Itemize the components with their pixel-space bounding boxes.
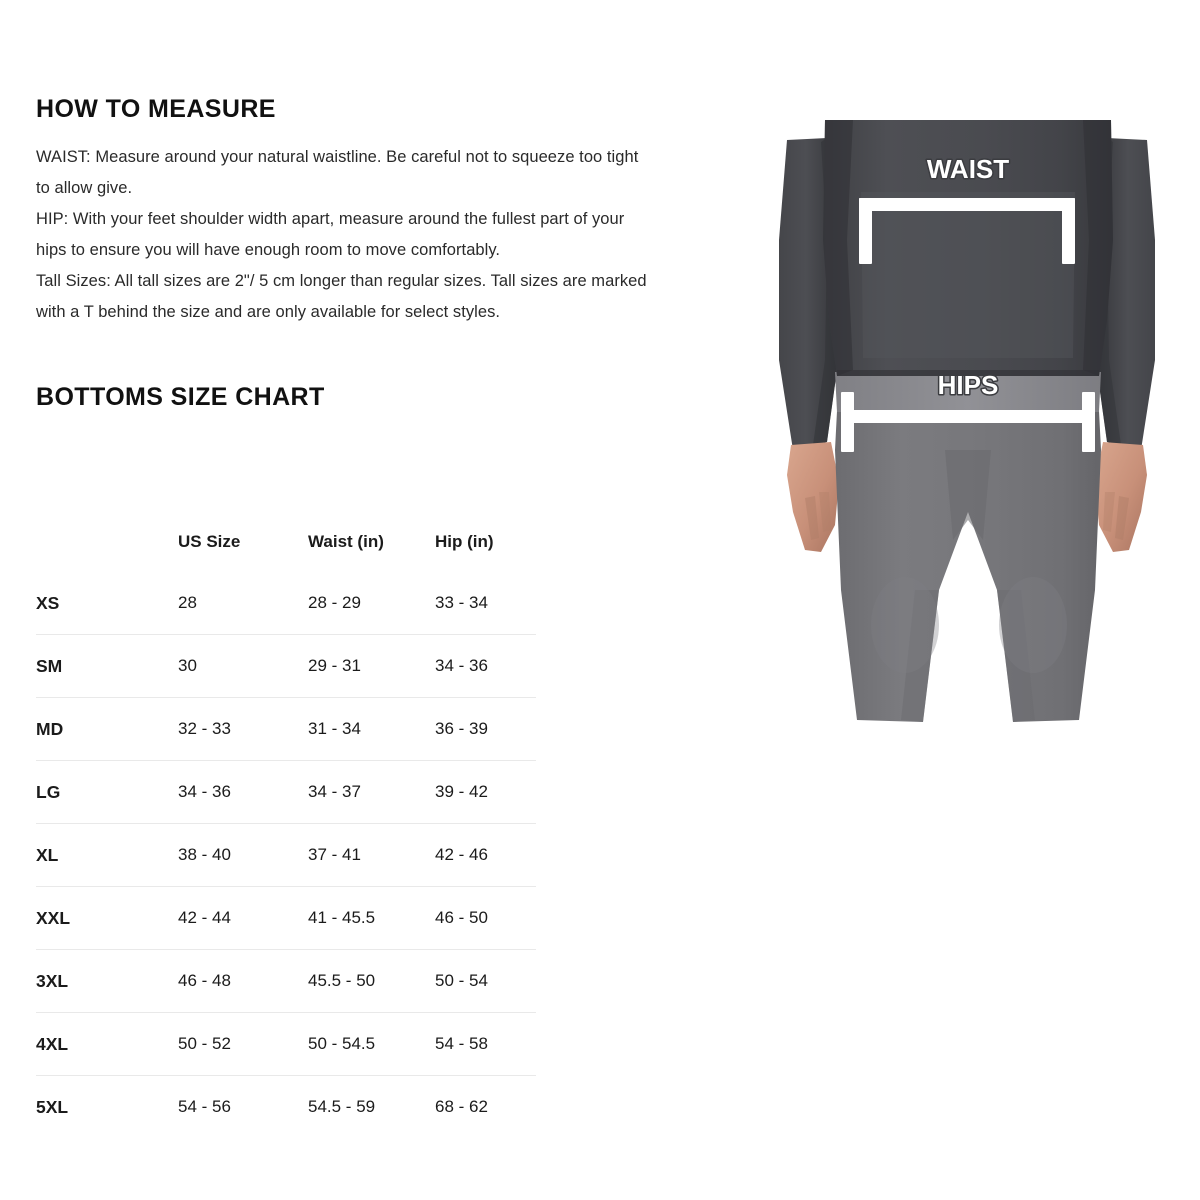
measure-paragraph-tall: Tall Sizes: All tall sizes are 2"/ 5 cm longer than regular sizes. Tall sizes are marked with a T behind the size and are only available for select styles. <box>36 271 647 321</box>
row-hip: 39 - 42 <box>435 761 536 824</box>
row-hip: 33 - 34 <box>435 593 488 612</box>
row-size-label: 5XL <box>36 1076 178 1139</box>
how-to-measure-heading: HOW TO MEASURE <box>36 95 276 123</box>
waist-label: WAIST <box>926 154 1010 184</box>
table-row <box>36 950 536 1013</box>
row-size-label: LG <box>36 761 178 824</box>
column-header-waist: Waist (in) <box>308 532 384 551</box>
table-header-row <box>36 516 536 572</box>
row-us-size: 46 - 48 <box>178 950 308 1013</box>
row-hip: 36 - 39 <box>435 698 536 761</box>
table-row <box>36 698 536 761</box>
row-us-size: 32 - 33 <box>178 698 308 761</box>
row-waist: 41 - 45.5 <box>308 887 435 950</box>
how-to-measure-section <box>36 96 656 411</box>
table-row <box>36 761 536 824</box>
measurement-illustration <box>735 120 1200 760</box>
table-row <box>36 572 536 635</box>
table-row <box>36 635 536 698</box>
table-row <box>36 887 536 950</box>
measure-paragraph-hip: HIP: With your feet shoulder width apart, measure around the fullest part of your hips to ensure you will have enough room to move comfortably. <box>36 209 625 259</box>
row-waist: 34 - 37 <box>308 761 435 824</box>
measure-paragraph-waist: WAIST: Measure around your natural waistline. Be careful not to squeeze too tight to allow give. <box>36 147 639 197</box>
row-hip: 50 - 54 <box>435 950 536 1013</box>
row-waist: 31 - 34 <box>308 698 435 761</box>
column-header-hip: Hip (in) <box>435 532 494 551</box>
row-hip: 46 - 50 <box>435 887 536 950</box>
bottoms-size-chart-heading: BOTTOMS SIZE CHART <box>36 382 325 411</box>
column-header-us-size: US Size <box>178 532 241 551</box>
row-hip: 68 - 62 <box>435 1076 536 1139</box>
row-us-size: 38 - 40 <box>178 824 308 887</box>
row-hip: 34 - 36 <box>435 635 536 698</box>
row-us-size: 54 - 56 <box>178 1076 308 1139</box>
row-us-size: 28 <box>178 593 197 612</box>
row-size-label: XL <box>36 824 178 887</box>
row-waist: 54.5 - 59 <box>308 1076 435 1139</box>
row-waist: 37 - 41 <box>308 824 435 887</box>
row-size-label: MD <box>36 698 178 761</box>
column-header-size <box>36 516 178 572</box>
row-waist: 50 - 54.5 <box>308 1013 435 1076</box>
row-hip: 54 - 58 <box>435 1013 536 1076</box>
row-hip: 42 - 46 <box>435 824 536 887</box>
row-waist: 45.5 - 50 <box>308 950 435 1013</box>
row-us-size: 30 <box>178 635 308 698</box>
row-size-label: 4XL <box>36 1013 178 1076</box>
table-row <box>36 1076 536 1139</box>
row-size-label: XS <box>36 592 60 613</box>
row-us-size: 34 - 36 <box>178 761 308 824</box>
table-row <box>36 1013 536 1076</box>
row-waist: 29 - 31 <box>308 635 435 698</box>
table-row <box>36 824 536 887</box>
row-waist: 28 - 29 <box>308 593 361 612</box>
row-size-label: XXL <box>36 887 178 950</box>
how-to-measure-text <box>36 142 656 328</box>
bottoms-size-table <box>36 516 536 1138</box>
row-size-label: 3XL <box>36 950 178 1013</box>
row-us-size: 50 - 52 <box>178 1013 308 1076</box>
hips-label: HIPS <box>937 370 999 400</box>
row-us-size: 42 - 44 <box>178 887 308 950</box>
row-size-label: SM <box>36 635 178 698</box>
